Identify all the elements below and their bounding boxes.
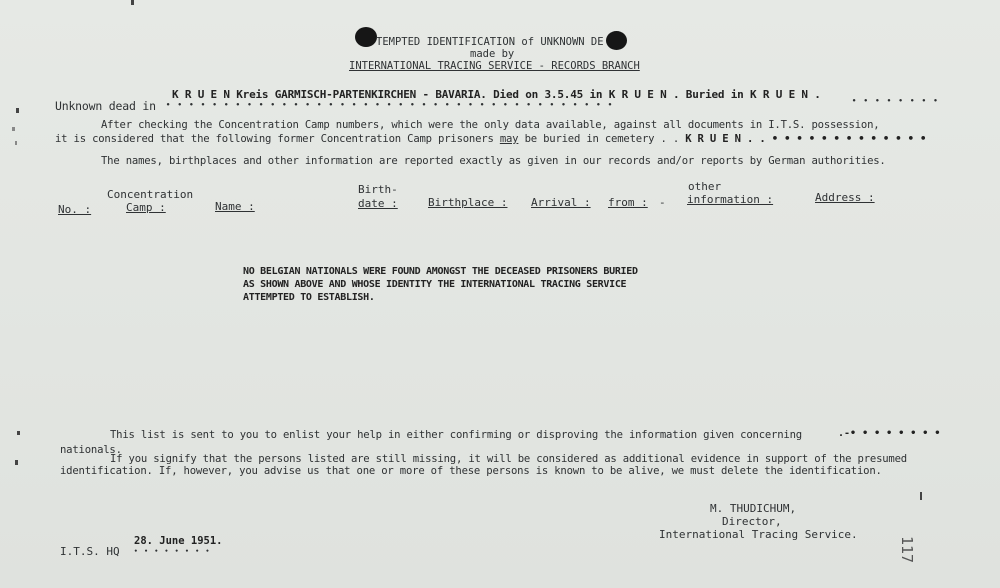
paragraph1-line2 <box>55 133 926 146</box>
margin-mark-2 <box>12 127 15 131</box>
paragraph1-line2-start: it is considered that the following former Concentration Camp prisoners <box>55 133 494 145</box>
paragraph1-line2-end: be buried in cemetery . . <box>524 133 680 145</box>
footer-line4: identification. If, however, you advise us that one or more of these persons is known to be alive, we must delete the identification. <box>60 465 882 477</box>
footer-line3: If you signify that the persons listed are still missing, it will be considered as additional evidence in support of the presumed <box>110 453 907 465</box>
margin-mark-1 <box>16 108 19 113</box>
margin-mark-5 <box>15 460 18 465</box>
header-organization: INTERNATIONAL TRACING SERVICE - RECORDS BRANCH <box>349 60 640 72</box>
ink-blot-left <box>355 27 377 47</box>
col-name: Name : <box>215 200 255 213</box>
margin-mark-3 <box>15 141 17 145</box>
header-title: TEMPTED IDENTIFICATION of UNKNOWN DE <box>376 36 604 48</box>
ink-blot-right <box>606 31 627 50</box>
notice-line2: AS SHOWN ABOVE AND WHOSE IDENTITY THE INTERNATIONAL TRACING SERVICE <box>243 279 627 290</box>
margin-mark-4 <box>17 431 20 435</box>
dateline-prefix: I.T.S. HQ <box>60 545 120 558</box>
col-from-dash: - <box>659 196 666 209</box>
margin-mark-6 <box>920 492 922 500</box>
col-camp-top: Concentration <box>107 188 194 201</box>
col-birth-bottom: date : <box>358 197 398 210</box>
footer-line1-dots: .-• • • • • • • • <box>838 428 941 439</box>
paragraph1-may: may <box>499 133 519 145</box>
notice-line1: NO BELGIAN NATIONALS WERE FOUND AMONGST THE DECEASED PRISONERS BURIED <box>243 266 638 277</box>
paragraph1-dots: . . • • • • • • • • • • • • • <box>747 133 927 145</box>
paragraph2: The names, birthplaces and other information are reported exactly as given in our records and/or reports by German authorities. <box>101 155 886 167</box>
top-tick-mark <box>131 0 134 5</box>
unknown-dead-label: Unknown dead in <box>55 99 156 113</box>
col-address: Address : <box>815 191 875 204</box>
col-from: from : <box>608 196 648 209</box>
cemetery-name: K R U E N <box>685 133 741 145</box>
signature-title: Director, <box>722 515 782 528</box>
dateline-date: 28. June 1951. <box>134 535 223 547</box>
signature-org: International Tracing Service. <box>659 528 858 541</box>
unknown-dead-place: K R U E N Kreis GARMISCH-PARTENKIRCHEN - BAVARIA. Died on 3.5.45 in K R U E N . Buried in K R U E N . <box>172 88 821 101</box>
notice-line3: ATTEMPTED TO ESTABLISH. <box>243 292 375 303</box>
col-other-bottom: information : <box>687 193 774 206</box>
col-other-top: other <box>688 180 722 193</box>
col-birth-top: Birth- <box>358 183 398 196</box>
dateline-dots: • • • • • • • • <box>134 548 211 555</box>
footer-nationals: nationals. <box>60 444 122 456</box>
col-camp-bottom: Camp : <box>126 201 166 214</box>
unknown-dead-dots-after: • • • • • • • • <box>852 97 940 105</box>
col-arrival: Arrival : <box>531 196 591 209</box>
unknown-dead-dots: • • • • • • • • • • • • • • • • • • • • • • • • • • • • • • • • • • • • • • • <box>166 101 614 109</box>
col-birthplace: Birthplace : <box>428 196 508 209</box>
paragraph1-line1: After checking the Concentration Camp numbers, which were the only data available, against all documents in I.T.S. possession, <box>101 119 880 131</box>
side-page-number: 117 <box>898 536 916 564</box>
signature-name: M. THUDICHUM, <box>710 502 797 515</box>
col-no: No. : <box>58 203 92 216</box>
header-made-by: made by <box>470 48 515 60</box>
footer-line1: This list is sent to you to enlist your help in either confirming or disproving the information given concerning <box>110 429 802 441</box>
